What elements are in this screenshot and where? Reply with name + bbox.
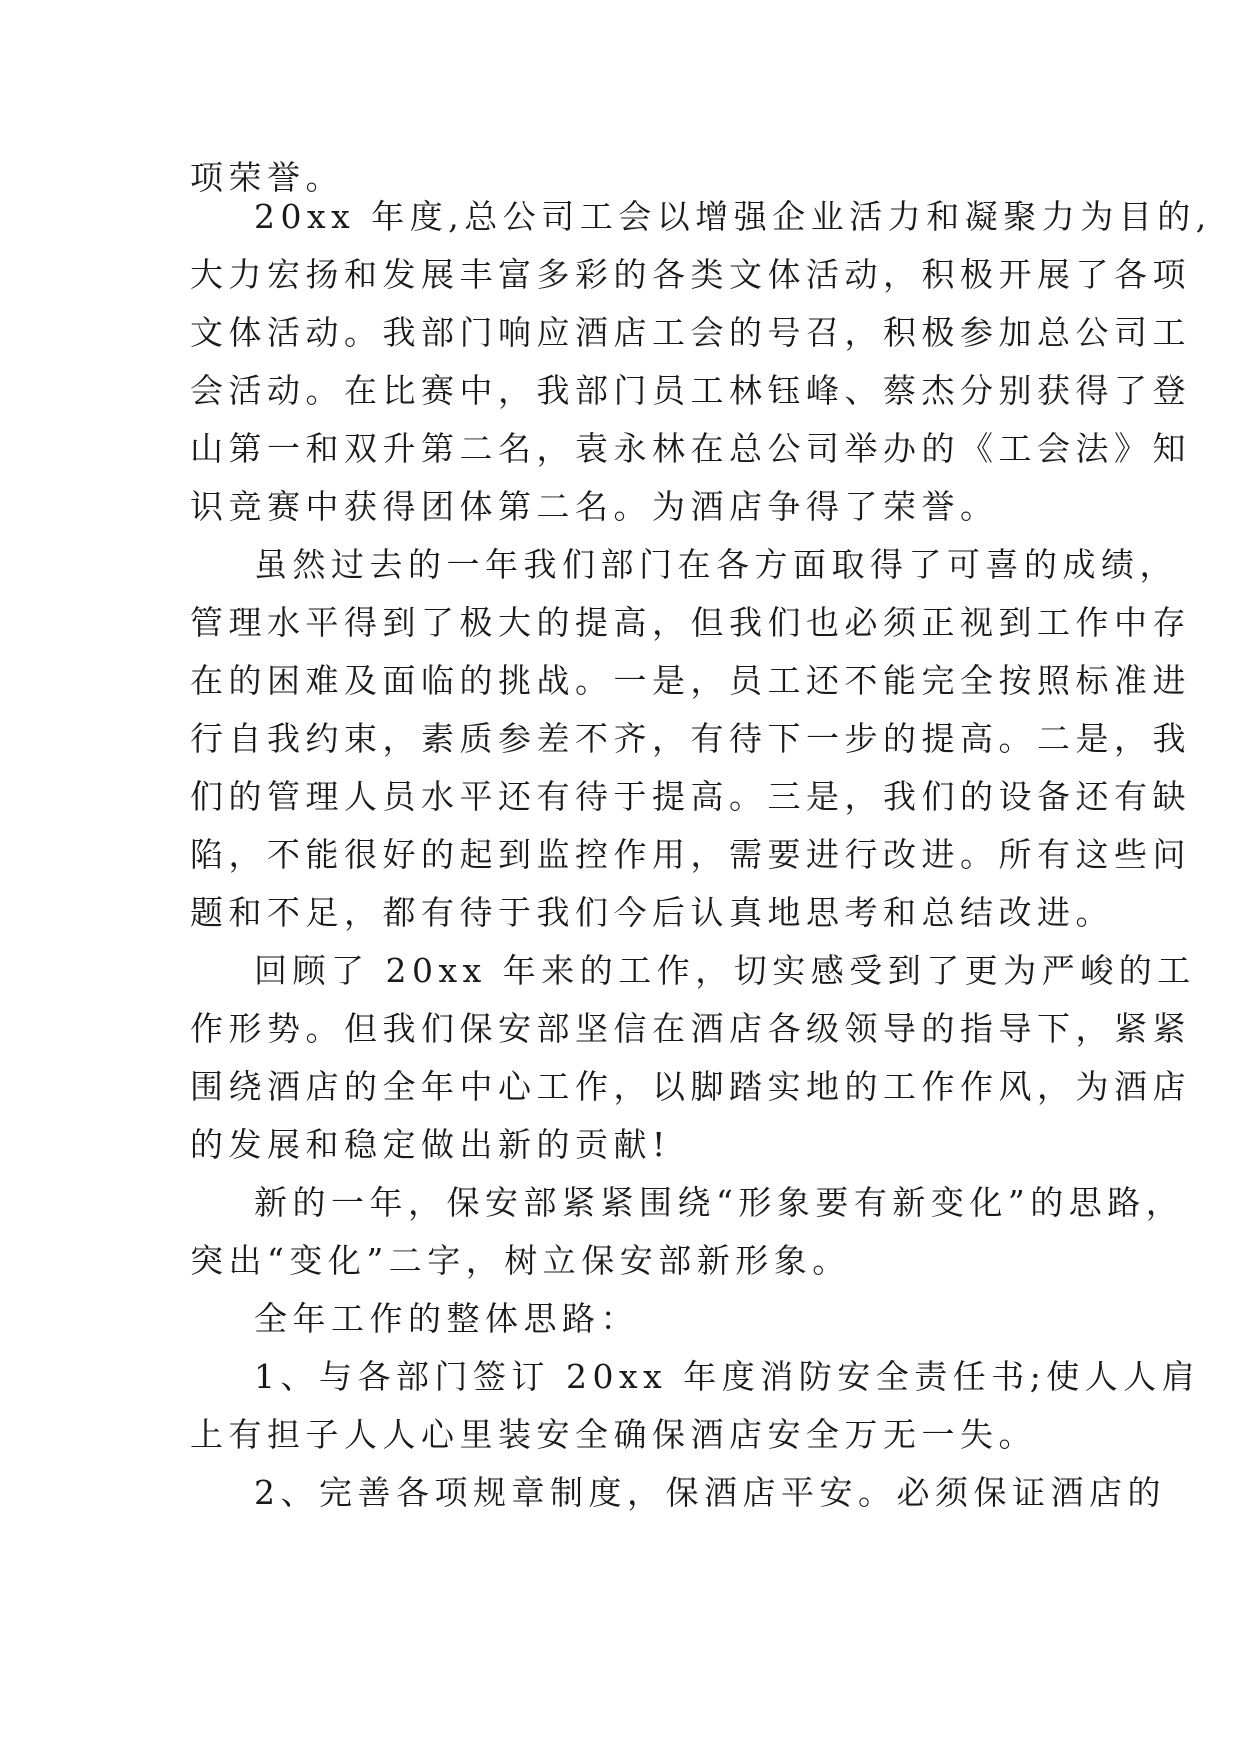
text-line: 回顾了 20xx 年来的工作，切实感受到了更为严峻的工 — [254, 951, 1196, 990]
text-line: 全年工作的整体思路： — [254, 1299, 639, 1338]
text-line: 虽然过去的一年我们部门在各方面取得了可喜的成绩， — [254, 545, 1178, 584]
text-line: 们的管理人员水平还有待于提高。三是，我们的设备还有缺 — [190, 777, 1191, 816]
text-line: 在的困难及面临的挑战。一是，员工还不能完全按照标准进 — [190, 661, 1191, 700]
text-line: 20xx 年度,总公司工会以增强企业活力和凝聚力为目的, — [254, 197, 1212, 236]
text-line: 2、完善各项规章制度，保酒店平安。必须保证酒店的 — [254, 1473, 1166, 1512]
text-line: 题和不足，都有待于我们今后认真地思考和总结改进。 — [190, 893, 1114, 932]
text-line: 陷，不能很好的起到监控作用，需要进行改进。所有这些问 — [190, 835, 1191, 874]
text-line: 山第一和双升第二名，袁永林在总公司举办的《工会法》知 — [190, 429, 1191, 468]
text-line: 新的一年，保安部紧紧围绕“形象要有新变化”的思路， — [254, 1183, 1185, 1222]
text-line: 文体活动。我部门响应酒店工会的号召，积极参加总公司工 — [190, 313, 1191, 352]
text-line: 围绕酒店的全年中心工作，以脚踏实地的工作作风，为酒店 — [190, 1067, 1191, 1106]
text-line: 突出“变化”二字，树立保安部新形象。 — [190, 1241, 851, 1280]
text-line: 作形势。但我们保安部坚信在酒店各级领导的指导下，紧紧 — [190, 1009, 1191, 1048]
text-line: 大力宏扬和发展丰富多彩的各类文体活动，积极开展了各项 — [190, 255, 1191, 294]
text-line: 会活动。在比赛中，我部门员工林钰峰、蔡杰分别获得了登 — [190, 371, 1191, 410]
text-line: 项荣誉。 — [190, 158, 344, 197]
text-line: 1、与各部门签订 20xx 年度消防安全责任书;使人人肩 — [254, 1357, 1201, 1396]
text-line: 管理水平得到了极大的提高，但我们也必须正视到工作中存 — [190, 603, 1191, 642]
text-line: 行自我约束，素质参差不齐，有待下一步的提高。二是，我 — [190, 719, 1191, 758]
text-line: 上有担子人人心里装安全确保酒店安全万无一失。 — [190, 1415, 1037, 1454]
text-line: 的发展和稳定做出新的贡献! — [190, 1125, 671, 1164]
text-line: 识竞赛中获得团体第二名。为酒店争得了荣誉。 — [190, 487, 999, 526]
